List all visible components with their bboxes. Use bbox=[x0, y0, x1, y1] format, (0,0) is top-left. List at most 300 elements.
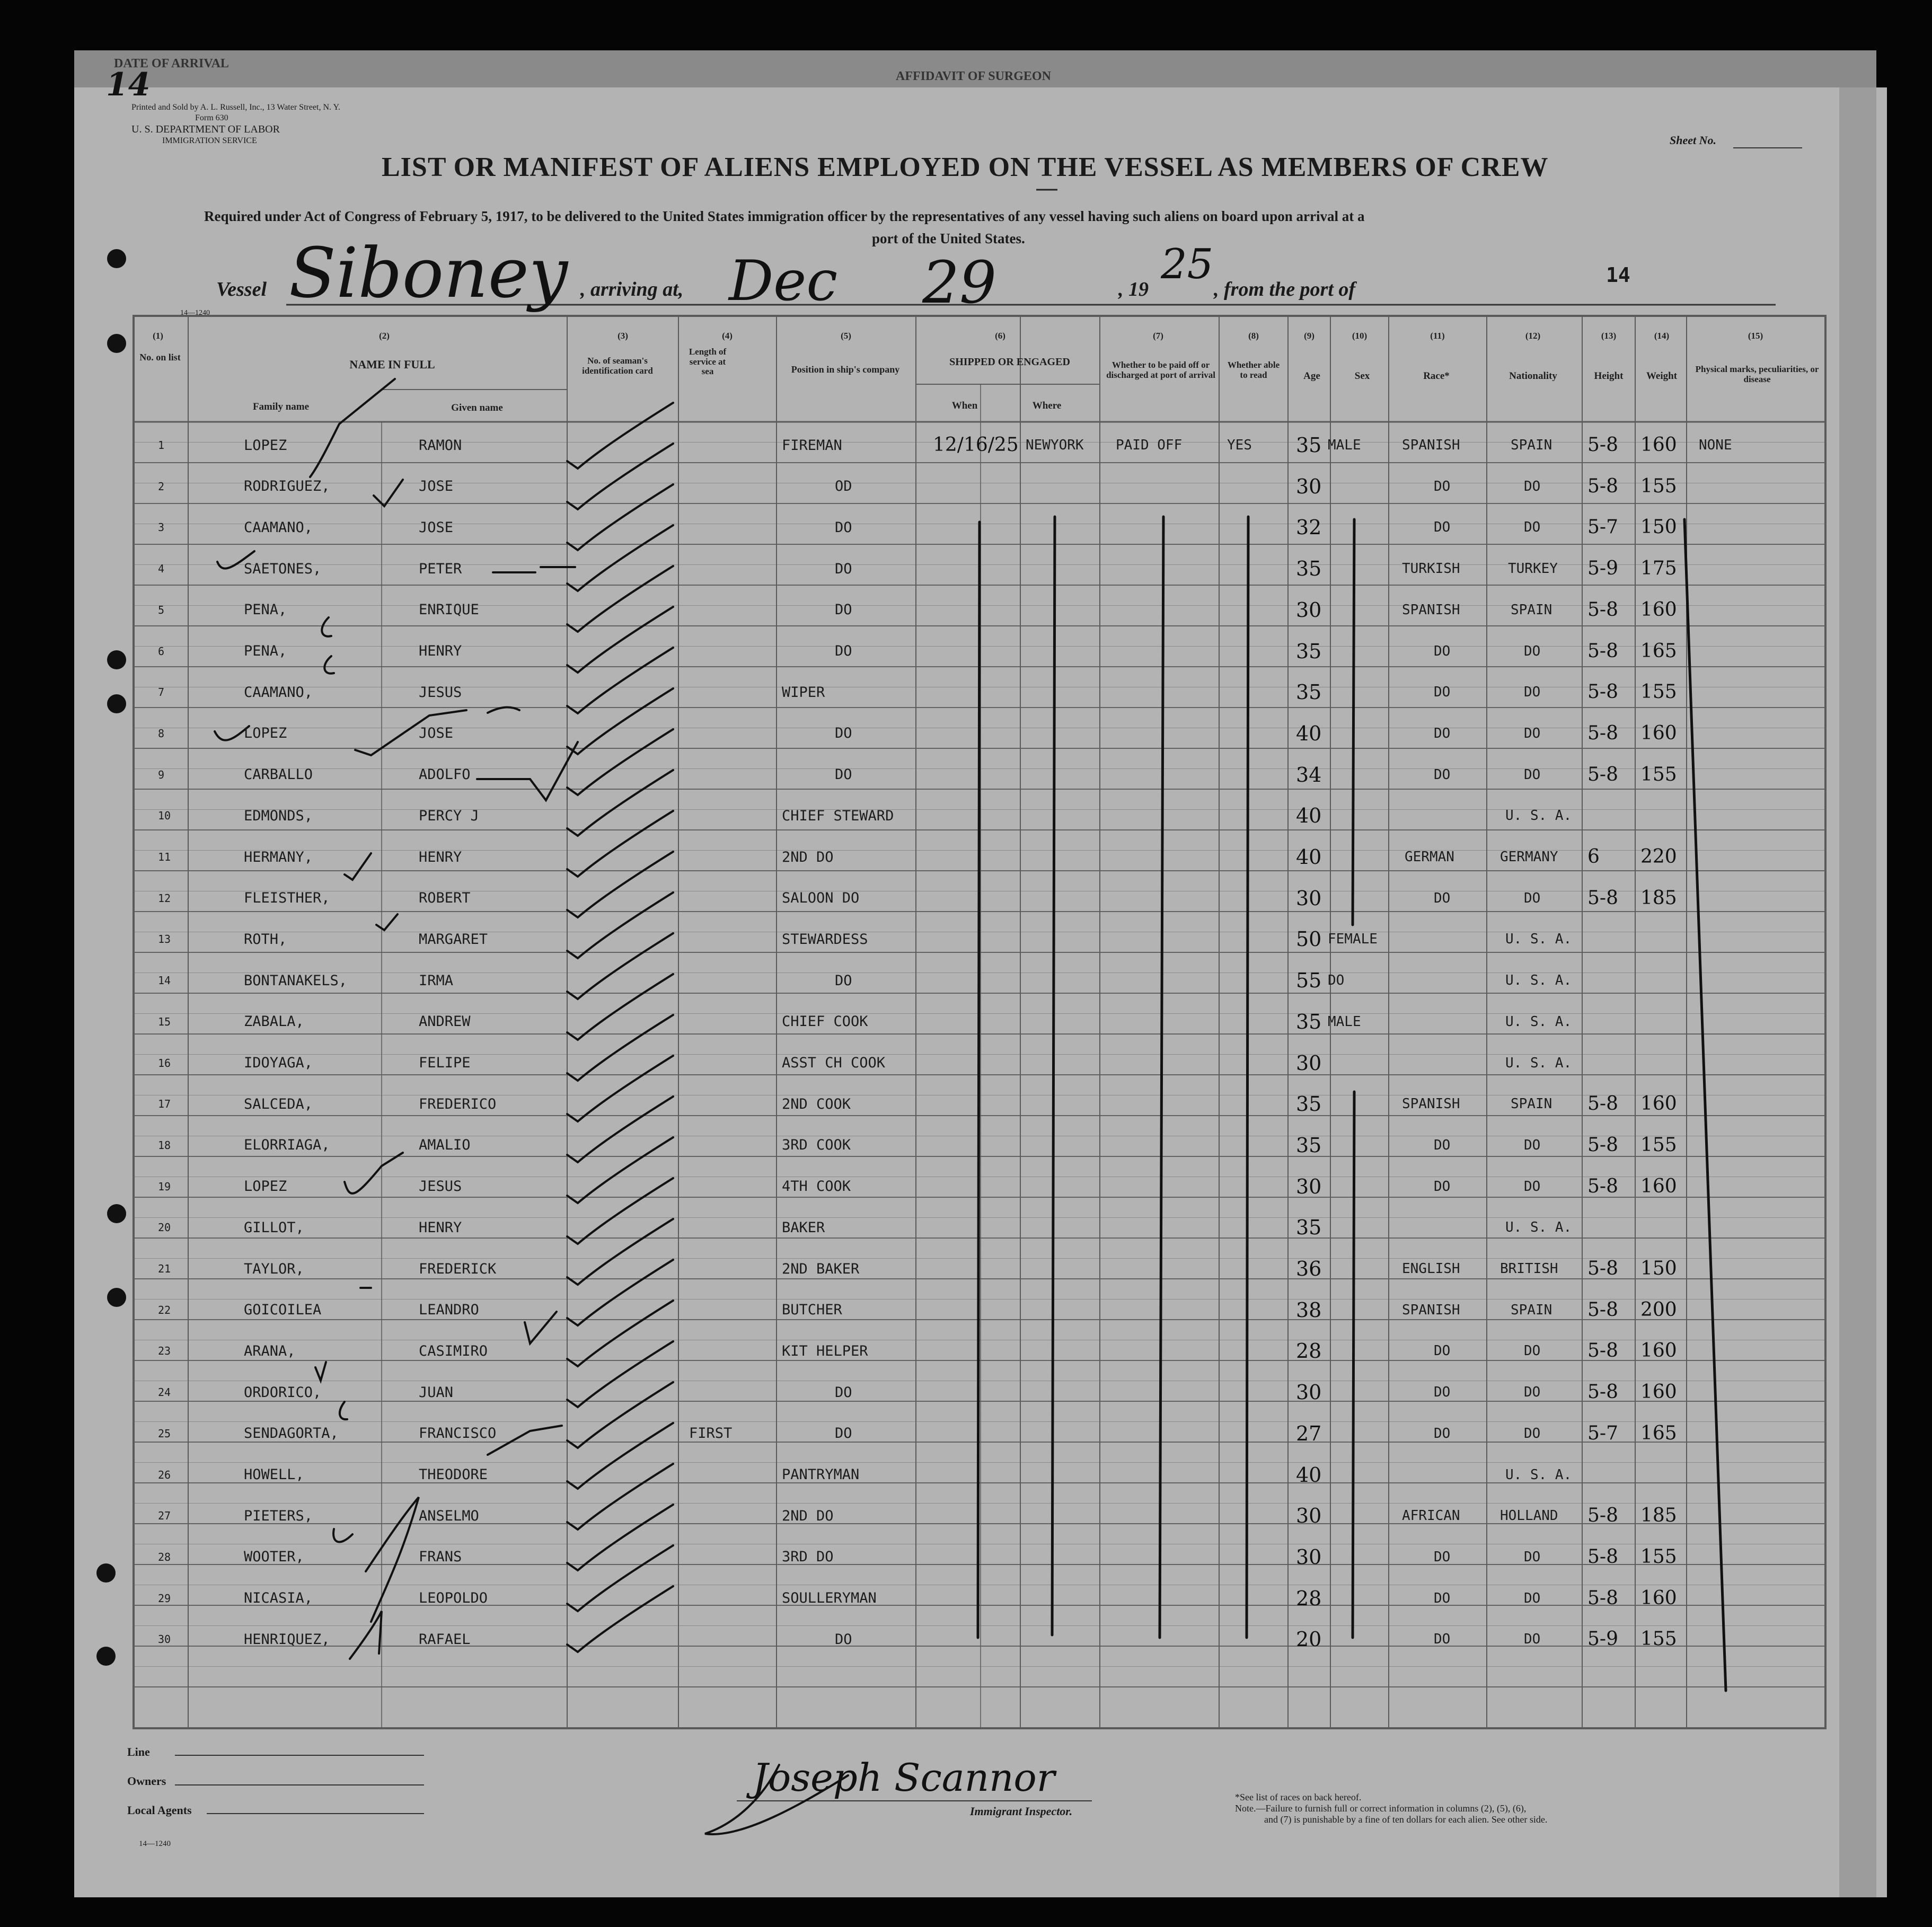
header-sex: Sex bbox=[1354, 370, 1370, 382]
cell-position: DO bbox=[835, 1425, 852, 1442]
header-seaman-card: No. of seaman's identification card bbox=[582, 356, 653, 376]
cell-height: 5-8 bbox=[1587, 1298, 1618, 1321]
header-given-name: Given name bbox=[451, 402, 503, 413]
column-number: (9) bbox=[1304, 331, 1315, 341]
cell-no: 20 bbox=[158, 1221, 171, 1234]
cell-position: 2ND COOK bbox=[782, 1095, 851, 1112]
cell-family: IDOYAGA, bbox=[244, 1055, 313, 1071]
cell-height: 5-8 bbox=[1587, 640, 1618, 662]
cell-given: LEOPOLDO bbox=[419, 1590, 488, 1607]
cell-age: 35 bbox=[1296, 1010, 1322, 1033]
column-number: (7) bbox=[1153, 331, 1163, 341]
cell-family: PENA, bbox=[244, 602, 287, 618]
year-prefix: , 19 bbox=[1118, 278, 1149, 300]
cell-weight: 220 bbox=[1640, 846, 1677, 868]
cell-race: TURKISH bbox=[1402, 561, 1460, 577]
cell-race: DO bbox=[1434, 1590, 1451, 1606]
cell-family: CAAMANO, bbox=[244, 684, 313, 701]
cell-given: ANSELMO bbox=[419, 1507, 479, 1524]
header-family-name: Family name bbox=[252, 401, 310, 412]
cell-paid: PAID OFF bbox=[1116, 437, 1183, 453]
cell-given: LEANDRO bbox=[419, 1302, 479, 1319]
cell-race: GERMAN bbox=[1405, 849, 1454, 865]
cell-age: 28 bbox=[1296, 1586, 1322, 1610]
cell-weight: 160 bbox=[1640, 722, 1677, 744]
cell-race: DO bbox=[1434, 1178, 1451, 1195]
cell-weight: 155 bbox=[1640, 1628, 1677, 1650]
cell-family: PIETERS, bbox=[244, 1507, 313, 1524]
cell-nationality: DO bbox=[1524, 1137, 1541, 1153]
cell-no: 3 bbox=[158, 521, 165, 534]
cell-sex: DO bbox=[1328, 973, 1345, 989]
service-name: IMMIGRATION SERVICE bbox=[162, 136, 257, 145]
cell-given: CASIMIRO bbox=[419, 1342, 488, 1359]
cell-race: DO bbox=[1434, 1343, 1451, 1359]
cell-nationality: U. S. A. bbox=[1505, 808, 1572, 824]
header-length-service: Length of service at sea bbox=[689, 347, 727, 377]
vessel-label: Vessel bbox=[216, 278, 267, 300]
cell-age: 38 bbox=[1296, 1298, 1322, 1322]
cell-position: CHIEF COOK bbox=[782, 1013, 868, 1030]
cell-nationality: DO bbox=[1524, 684, 1541, 701]
column-number: (13) bbox=[1601, 331, 1617, 341]
cell-nationality: SPAIN bbox=[1511, 602, 1552, 618]
cell-height: 5-8 bbox=[1587, 598, 1618, 621]
cell-age: 30 bbox=[1296, 1051, 1322, 1075]
ditto-stroke-when bbox=[978, 522, 980, 1638]
ditto-stroke-sex bbox=[1353, 1092, 1354, 1638]
cell-nationality: DO bbox=[1524, 1178, 1541, 1195]
cell-family: LOPEZ bbox=[244, 1178, 287, 1195]
cell-given: HENRY bbox=[419, 1219, 462, 1236]
cell-position: FIREMAN bbox=[782, 437, 842, 454]
cell-age: 35 bbox=[1296, 557, 1322, 581]
footer-note-1: *See list of races on back hereof. bbox=[1235, 1792, 1362, 1802]
cell-nationality: TURKEY bbox=[1508, 561, 1558, 577]
cell-no: 5 bbox=[158, 603, 165, 616]
cell-nationality: DO bbox=[1524, 725, 1541, 741]
column-number: (11) bbox=[1430, 331, 1445, 341]
cell-age: 35 bbox=[1296, 1216, 1322, 1240]
paper-right-shadow bbox=[1839, 87, 1876, 1897]
cell-weight: 185 bbox=[1640, 1505, 1677, 1527]
column-number: (2) bbox=[379, 331, 390, 341]
header-paid-off: Whether to be paid off or discharged at port of arrival bbox=[1106, 360, 1215, 380]
cell-no: 6 bbox=[158, 644, 165, 658]
cell-family: SENDAGORTA, bbox=[244, 1425, 339, 1442]
cell-nationality: DO bbox=[1524, 1425, 1541, 1442]
cell-no: 22 bbox=[158, 1303, 171, 1316]
cell-nationality: GERMANY bbox=[1500, 849, 1558, 865]
cell-age: 40 bbox=[1296, 1463, 1322, 1487]
column-number: (5) bbox=[841, 331, 851, 341]
header-position: Position in ship's company bbox=[791, 364, 900, 375]
cell-given: HENRY bbox=[419, 643, 462, 659]
cell-age: 40 bbox=[1296, 804, 1322, 828]
cell-height: 5-8 bbox=[1587, 681, 1618, 703]
cell-position: CHIEF STEWARD bbox=[782, 807, 894, 824]
arrival-day[interactable]: 29 bbox=[922, 249, 996, 316]
cell-position: 3RD DO bbox=[782, 1549, 834, 1566]
cell-height: 5-8 bbox=[1587, 887, 1618, 909]
cell-height: 5-8 bbox=[1587, 763, 1618, 785]
cell-no: 15 bbox=[158, 1015, 171, 1028]
cell-height: 5-8 bbox=[1587, 1175, 1618, 1197]
cell-position: DO bbox=[835, 602, 852, 618]
cell-race: AFRICAN bbox=[1402, 1508, 1460, 1524]
cell-race: DO bbox=[1434, 684, 1451, 701]
cell-no: 30 bbox=[158, 1633, 171, 1646]
cell-race: DO bbox=[1434, 890, 1451, 906]
cell-age: 40 bbox=[1296, 845, 1322, 869]
cell-race: DO bbox=[1434, 725, 1451, 741]
cell-nationality: SPAIN bbox=[1511, 1096, 1552, 1112]
cell-no: 17 bbox=[158, 1098, 171, 1111]
header-no-on-list: No. on list bbox=[139, 352, 181, 363]
cell-family: HENRIQUEZ, bbox=[244, 1631, 330, 1648]
cell-nationality: DO bbox=[1524, 478, 1541, 494]
cell-no: 28 bbox=[158, 1550, 171, 1563]
cell-race: DO bbox=[1434, 643, 1451, 659]
cell-weight: 160 bbox=[1640, 1093, 1677, 1115]
cell-height: 5-7 bbox=[1587, 516, 1618, 538]
ditto-stroke-sex bbox=[1353, 519, 1354, 925]
cell-weight: 160 bbox=[1640, 434, 1677, 456]
cell-height: 5-8 bbox=[1587, 434, 1618, 456]
cell-no: 1 bbox=[158, 439, 165, 452]
cell-sex: MALE bbox=[1328, 1013, 1361, 1030]
cell-given: RAMON bbox=[419, 437, 462, 454]
cell-where: NEWYORK bbox=[1026, 437, 1084, 453]
cell-family: ELORRIAGA, bbox=[244, 1137, 330, 1154]
header-height: Height bbox=[1594, 370, 1624, 382]
ditto-stroke-read bbox=[1247, 517, 1248, 1638]
cell-height: 5-8 bbox=[1587, 1093, 1618, 1115]
page-number: 14 bbox=[1606, 263, 1630, 287]
header-age: Age bbox=[1303, 370, 1320, 382]
cell-position: BUTCHER bbox=[782, 1302, 842, 1319]
cell-given: JOSE bbox=[419, 725, 454, 742]
hole-punch bbox=[107, 694, 126, 713]
cell-age: 32 bbox=[1296, 516, 1322, 540]
sheet-number-label: Sheet No. bbox=[1670, 134, 1716, 147]
cell-no: 4 bbox=[158, 562, 165, 576]
cell-sex: MALE bbox=[1328, 437, 1361, 453]
cell-height: 5-8 bbox=[1587, 1505, 1618, 1527]
cell-age: 40 bbox=[1296, 721, 1322, 745]
cell-nationality: SPAIN bbox=[1511, 437, 1552, 453]
cell-no: 12 bbox=[158, 891, 171, 905]
vessel-name[interactable]: Siboney bbox=[289, 233, 568, 313]
arrival-month[interactable]: Dec bbox=[729, 249, 838, 313]
footer-owners-label: Owners bbox=[127, 1774, 166, 1788]
cell-nationality: DO bbox=[1524, 1549, 1541, 1565]
cell-race: DO bbox=[1434, 1549, 1451, 1565]
cell-family: TAYLOR, bbox=[244, 1260, 304, 1277]
cell-given: AMALIO bbox=[419, 1137, 471, 1154]
footer-agents-label: Local Agents bbox=[127, 1804, 192, 1817]
column-number: (10) bbox=[1352, 331, 1368, 341]
cell-family: HERMANY, bbox=[244, 848, 313, 865]
cell-no: 19 bbox=[158, 1180, 171, 1193]
cell-no: 18 bbox=[158, 1138, 171, 1152]
cell-weight: 155 bbox=[1640, 475, 1677, 497]
cell-age: 55 bbox=[1296, 969, 1322, 993]
header-weight: Weight bbox=[1646, 370, 1678, 382]
column-number: (8) bbox=[1248, 331, 1259, 341]
cell-no: 27 bbox=[158, 1509, 171, 1523]
cell-given: FRANCISCO bbox=[419, 1425, 497, 1442]
cell-no: 26 bbox=[158, 1468, 171, 1481]
cell-weight: 200 bbox=[1640, 1298, 1677, 1321]
sheet-number-field[interactable] bbox=[1733, 147, 1802, 148]
header-when: When bbox=[951, 400, 978, 411]
cell-given: FREDERICO bbox=[419, 1095, 497, 1112]
corner-mark: 14 bbox=[106, 66, 151, 103]
cell-given: FELIPE bbox=[419, 1055, 471, 1071]
hole-punch bbox=[107, 249, 126, 268]
cell-nationality: SPAIN bbox=[1511, 1302, 1552, 1318]
cell-given: ANDREW bbox=[419, 1013, 471, 1030]
cell-given: IRMA bbox=[419, 972, 454, 989]
cell-weight: 155 bbox=[1640, 681, 1677, 703]
cell-race: SPANISH bbox=[1402, 602, 1460, 618]
cell-no: 9 bbox=[158, 768, 165, 781]
cell-family: SALCEDA, bbox=[244, 1095, 313, 1112]
header-nationality: Nationality bbox=[1509, 370, 1557, 382]
cell-position: DO bbox=[835, 766, 852, 783]
cell-no: 8 bbox=[158, 727, 165, 740]
cell-age: 30 bbox=[1296, 886, 1322, 910]
cell-position: PANTRYMAN bbox=[782, 1466, 860, 1483]
cell-no: 10 bbox=[158, 809, 171, 823]
cell-race: SPANISH bbox=[1402, 1096, 1460, 1112]
cell-position: KIT HELPER bbox=[782, 1342, 868, 1359]
hole-punch bbox=[107, 650, 126, 669]
cell-race: DO bbox=[1434, 519, 1451, 536]
cell-position: SALOON DO bbox=[782, 890, 860, 907]
cell-family: CARBALLO bbox=[244, 766, 313, 783]
cell-weight: 185 bbox=[1640, 887, 1677, 909]
cell-no: 11 bbox=[158, 851, 171, 863]
form-code-bottom: 14—1240 bbox=[139, 1840, 171, 1848]
cell-position: ASST CH COOK bbox=[782, 1055, 886, 1071]
subtitle-line-2: port of the United States. bbox=[872, 231, 1025, 246]
arrival-year[interactable]: 25 bbox=[1161, 241, 1214, 288]
cell-weight: 155 bbox=[1640, 1545, 1677, 1568]
cell-weight: 160 bbox=[1640, 1175, 1677, 1197]
cell-service: FIRST bbox=[689, 1425, 733, 1442]
cell-read: YES bbox=[1227, 437, 1252, 453]
form-number: Form 630 bbox=[195, 113, 228, 122]
cell-nationality: DO bbox=[1524, 890, 1541, 906]
cell-no: 2 bbox=[158, 480, 165, 493]
cell-family: BONTANAKELS, bbox=[244, 972, 348, 989]
cell-nationality: BRITISH bbox=[1500, 1261, 1558, 1277]
cell-nationality: U. S. A. bbox=[1505, 1219, 1572, 1236]
cell-height: 5-8 bbox=[1587, 1381, 1618, 1403]
cell-family: PENA, bbox=[244, 643, 287, 659]
cell-family: ZABALA, bbox=[244, 1013, 304, 1030]
cell-family: WOOTER, bbox=[244, 1549, 304, 1566]
column-number: (12) bbox=[1525, 331, 1541, 341]
cell-family: SAETONES, bbox=[244, 560, 322, 577]
cell-family: FLEISTHER, bbox=[244, 890, 330, 907]
cell-age: 35 bbox=[1296, 1133, 1322, 1157]
column-number: (14) bbox=[1654, 331, 1670, 341]
cell-nationality: DO bbox=[1524, 1384, 1541, 1401]
cell-family: EDMONDS, bbox=[244, 807, 313, 824]
cell-race: DO bbox=[1434, 1425, 1451, 1442]
cell-weight: 150 bbox=[1640, 1258, 1677, 1279]
cell-nationality: DO bbox=[1524, 1590, 1541, 1606]
cell-race: DO bbox=[1434, 1384, 1451, 1401]
cell-family: NICASIA, bbox=[244, 1590, 313, 1607]
cell-sex: FEMALE bbox=[1328, 931, 1378, 948]
cell-age: 35 bbox=[1296, 434, 1322, 457]
cell-given: ROBERT bbox=[419, 890, 471, 907]
cell-weight: 155 bbox=[1640, 763, 1677, 785]
cell-height: 5-8 bbox=[1587, 1587, 1618, 1609]
cell-race: ENGLISH bbox=[1402, 1261, 1460, 1277]
cell-weight: 160 bbox=[1640, 1587, 1677, 1609]
cell-weight: 160 bbox=[1640, 1340, 1677, 1362]
cell-given: JOSE bbox=[419, 519, 454, 536]
cell-position: BAKER bbox=[782, 1219, 825, 1236]
header-physical-marks: Physical marks, peculiarities, or disease bbox=[1695, 364, 1819, 384]
column-number: (3) bbox=[617, 331, 628, 341]
cell-position: 2ND BAKER bbox=[782, 1260, 860, 1277]
cell-nationality: DO bbox=[1524, 519, 1541, 536]
cell-weight: 160 bbox=[1640, 598, 1677, 621]
cell-given: JESUS bbox=[419, 1178, 462, 1195]
cell-age: 20 bbox=[1296, 1628, 1322, 1651]
cell-age: 35 bbox=[1296, 639, 1322, 663]
cell-age: 27 bbox=[1296, 1421, 1322, 1445]
hole-punch bbox=[107, 1204, 126, 1223]
cell-position: STEWARDESS bbox=[782, 931, 868, 948]
cell-position: 4TH COOK bbox=[782, 1178, 851, 1195]
cell-when: 12/16/25 bbox=[933, 434, 1019, 456]
column-number: (4) bbox=[722, 331, 733, 341]
cell-height: 5-8 bbox=[1587, 475, 1618, 497]
cell-age: 34 bbox=[1296, 763, 1322, 786]
cell-nationality: DO bbox=[1524, 1343, 1541, 1359]
cell-position: SOULLERYMAN bbox=[782, 1590, 877, 1607]
cell-family: ORDORICO, bbox=[244, 1384, 322, 1401]
cell-family: GOICOILEA bbox=[244, 1302, 322, 1319]
column-number: (15) bbox=[1748, 331, 1763, 341]
cell-family: LOPEZ bbox=[244, 725, 287, 742]
cell-position: 2ND DO bbox=[782, 848, 834, 865]
cell-given: PERCY J bbox=[419, 807, 479, 824]
cell-weight: 165 bbox=[1640, 1422, 1677, 1444]
cell-marks: NONE bbox=[1699, 437, 1732, 453]
cell-nationality: DO bbox=[1524, 766, 1541, 783]
cell-no: 13 bbox=[158, 933, 171, 946]
cell-family: GILLOT, bbox=[244, 1219, 304, 1236]
cell-given: ADOLFO bbox=[419, 766, 471, 783]
cell-nationality: DO bbox=[1524, 643, 1541, 659]
top-left-cut-text: DATE OF ARRIVAL bbox=[114, 57, 229, 70]
cell-weight: 160 bbox=[1640, 1381, 1677, 1403]
cell-race: SPANISH bbox=[1402, 437, 1460, 453]
header-race: Race* bbox=[1423, 370, 1450, 382]
cell-age: 30 bbox=[1296, 1381, 1322, 1404]
cell-family: ROTH, bbox=[244, 931, 287, 948]
inspector-label: Immigrant Inspector. bbox=[970, 1805, 1073, 1818]
cell-nationality: U. S. A. bbox=[1505, 973, 1572, 989]
cell-no: 23 bbox=[158, 1345, 171, 1358]
from-port-label: , from the port of bbox=[1214, 278, 1356, 300]
cell-given: ENRIQUE bbox=[419, 602, 479, 618]
cell-no: 7 bbox=[158, 686, 165, 699]
cell-position: DO bbox=[835, 560, 852, 577]
cell-family: HOWELL, bbox=[244, 1466, 304, 1483]
cell-nationality: U. S. A. bbox=[1505, 931, 1572, 948]
cell-family: CAAMANO, bbox=[244, 519, 313, 536]
hole-punch bbox=[107, 1288, 126, 1307]
cell-position: DO bbox=[835, 643, 852, 659]
cell-given: PETER bbox=[419, 560, 462, 577]
cell-family: ARANA, bbox=[244, 1342, 296, 1359]
cell-position: DO bbox=[835, 972, 852, 989]
cell-height: 5-8 bbox=[1587, 1545, 1618, 1568]
cell-height: 5-8 bbox=[1587, 1340, 1618, 1362]
cell-position: DO bbox=[835, 1384, 852, 1401]
cell-race: DO bbox=[1434, 1631, 1451, 1648]
cell-no: 29 bbox=[158, 1592, 171, 1605]
cell-age: 28 bbox=[1296, 1339, 1322, 1363]
form-code-top: 14—1240 bbox=[180, 309, 210, 317]
cell-nationality: U. S. A. bbox=[1505, 1013, 1572, 1030]
cell-weight: 155 bbox=[1640, 1134, 1677, 1156]
cell-given: HENRY bbox=[419, 848, 462, 865]
cell-age: 35 bbox=[1296, 1092, 1322, 1116]
cell-age: 35 bbox=[1296, 680, 1322, 704]
hole-punch bbox=[96, 1647, 116, 1666]
cell-nationality: U. S. A. bbox=[1505, 1466, 1572, 1483]
cell-no: 21 bbox=[158, 1262, 171, 1275]
manifest-title: LIST OR MANIFEST OF ALIENS EMPLOYED ON THE VESSEL AS MEMBERS OF CREW bbox=[382, 152, 1549, 182]
footer-note-2: Note.—Failure to furnish full or correct information in columns (2), (5), (6), bbox=[1235, 1803, 1527, 1814]
printer-line: Printed and Sold by A. L. Russell, Inc., 13 Water Street, N. Y. bbox=[131, 103, 340, 112]
subtitle-line-1: Required under Act of Congress of February 5, 1917, to be delivered to the United States immigration officer by the representatives of any vessel having such aliens on board upon arrival at a bbox=[204, 208, 1365, 224]
header-name-in-full: NAME IN FULL bbox=[349, 358, 435, 371]
cell-race: DO bbox=[1434, 478, 1451, 494]
cell-position: 3RD COOK bbox=[782, 1137, 851, 1154]
cell-age: 30 bbox=[1296, 1504, 1322, 1528]
top-center-cut-text: AFFIDAVIT OF SURGEON bbox=[896, 69, 1051, 83]
cell-position: 2ND DO bbox=[782, 1507, 834, 1524]
cell-age: 30 bbox=[1296, 598, 1322, 622]
cell-height: 5-8 bbox=[1587, 1258, 1618, 1279]
department-name: U. S. DEPARTMENT OF LABOR bbox=[131, 123, 280, 135]
cell-height: 5-8 bbox=[1587, 1134, 1618, 1156]
cell-nationality: DO bbox=[1524, 1631, 1541, 1648]
hole-punch bbox=[107, 334, 126, 353]
cell-no: 16 bbox=[158, 1056, 171, 1069]
header-where: Where bbox=[1032, 400, 1062, 411]
cell-given: JOSE bbox=[419, 478, 454, 495]
cell-age: 36 bbox=[1296, 1257, 1322, 1280]
cell-no: 14 bbox=[158, 974, 171, 987]
cell-age: 30 bbox=[1296, 1174, 1322, 1198]
footer-line-label: Line bbox=[127, 1745, 150, 1758]
column-number: (6) bbox=[995, 331, 1005, 341]
cell-family: LOPEZ bbox=[244, 437, 287, 454]
cell-age: 30 bbox=[1296, 1545, 1322, 1569]
